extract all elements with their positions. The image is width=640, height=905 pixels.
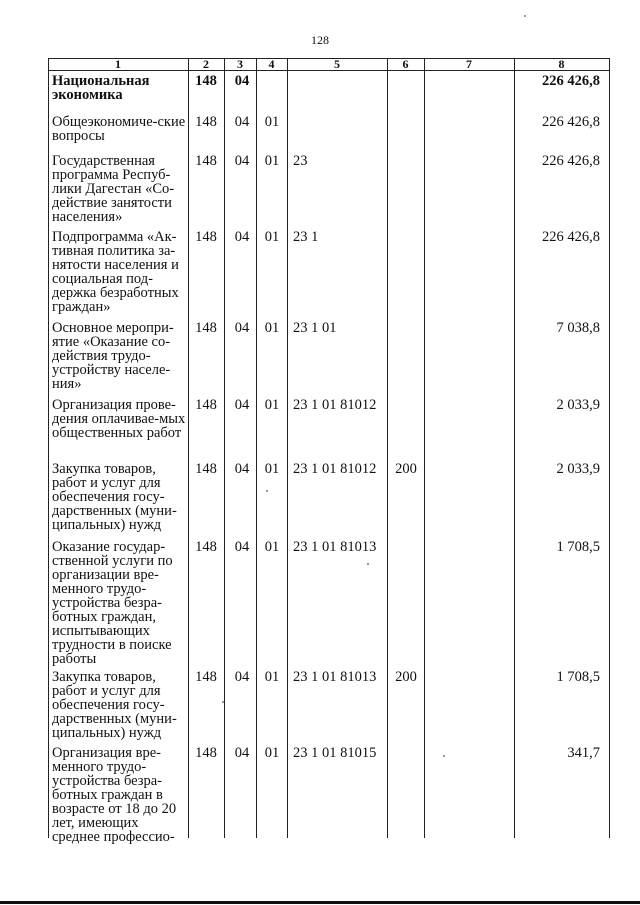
column-header-5: 5	[334, 57, 340, 71]
column-header-4: 4	[268, 57, 275, 71]
column-header-1: 1	[115, 57, 121, 71]
cell-col2: 148	[195, 539, 217, 555]
row-name: Национальная экономика	[52, 73, 150, 103]
column-divider	[224, 58, 225, 838]
column-header-7: 7	[466, 57, 472, 71]
row-name: Закупка товаров, работ и услуг для обеспечения госу-дарственных (муни-ципальных) нужд	[52, 461, 177, 533]
cell-col2: 148	[195, 669, 217, 685]
scan-speck	[524, 15, 526, 17]
cell-col3: 04	[234, 73, 250, 89]
cell-col4: 01	[264, 153, 280, 169]
cell-col5: 23	[293, 153, 308, 169]
cell-col2: 148	[195, 153, 217, 169]
row-name: Основное меропри-ятие «Оказание со-действия трудо-устройству населе-ния»	[52, 320, 174, 392]
cell-col3: 04	[234, 114, 250, 130]
column-divider	[188, 58, 189, 838]
cell-col5: 23 1 01 81012	[293, 461, 377, 477]
row-name: Оказание государ-ственной услуги по организации вре-менного трудо-устройства безра-ботных граждан, испытывающих трудности в поиске работы	[52, 539, 173, 667]
column-header-6: 6	[402, 57, 409, 71]
table-border-right	[609, 58, 610, 838]
cell-col8: 2 033,9	[556, 397, 600, 413]
row-name: Общеэкономиче-ские вопросы	[52, 114, 186, 144]
column-header-2: 2	[203, 57, 209, 71]
cell-col2: 148	[195, 114, 217, 130]
cell-col2: 148	[195, 229, 217, 245]
cell-col8: 1 708,5	[556, 669, 600, 685]
cell-col2: 148	[195, 397, 217, 413]
cell-col4: 01	[264, 320, 280, 336]
budget-table	[48, 57, 610, 845]
column-divider	[287, 58, 288, 838]
column-divider	[514, 58, 515, 838]
cell-col4: 01	[264, 745, 280, 761]
cell-col8: 7 038,8	[556, 320, 600, 336]
scan-speck	[222, 701, 224, 703]
cell-col2: 148	[195, 745, 217, 761]
cell-col4: 01	[264, 229, 280, 245]
cell-col8: 2 033,9	[556, 461, 600, 477]
cell-col8: 226 426,8	[542, 73, 600, 89]
column-header-3: 3	[237, 57, 243, 71]
cell-col3: 04	[234, 461, 250, 477]
cell-col6: 200	[395, 461, 417, 477]
scan-speck	[367, 563, 369, 565]
cell-col3: 04	[234, 397, 250, 413]
scan-speck	[443, 755, 445, 757]
cell-col3: 04	[234, 669, 250, 685]
column-divider	[424, 58, 425, 838]
cell-col8: 341,7	[567, 745, 600, 761]
column-divider	[387, 58, 388, 838]
cell-col3: 04	[234, 320, 250, 336]
cell-col3: 04	[234, 229, 250, 245]
cell-col8: 226 426,8	[542, 114, 600, 130]
cell-col3: 04	[234, 745, 250, 761]
scan-speck	[266, 490, 268, 492]
cell-col8: 1 708,5	[556, 539, 600, 555]
cell-col3: 04	[234, 539, 250, 555]
cell-col5: 23 1 01 81012	[293, 397, 377, 413]
page-bottom-edge	[0, 901, 640, 904]
cell-col3: 04	[234, 153, 250, 169]
cell-col5: 23 1 01 81015	[293, 745, 377, 761]
cell-col8: 226 426,8	[542, 153, 600, 169]
cell-col4: 01	[264, 397, 280, 413]
cell-col5: 23 1 01	[293, 320, 337, 336]
cell-col5: 23 1 01 81013	[293, 539, 377, 555]
cell-col6: 200	[395, 669, 417, 685]
header-divider	[48, 70, 610, 71]
cell-col4: 01	[264, 114, 280, 130]
row-name: Организация прове-дения оплачивае-мых общественных работ	[52, 397, 186, 441]
cell-col2: 148	[195, 461, 217, 477]
row-name: Закупка товаров, работ и услуг для обеспечения госу-дарственных (муни-ципальных) нужд	[52, 669, 177, 741]
cell-col5: 23 1	[293, 229, 319, 245]
column-divider	[256, 58, 257, 838]
row-name: Подпрограмма «Ак-тивная политика за-нятости населения и социальная под-держка безработных граждан»	[52, 229, 179, 315]
cell-col4: 01	[264, 669, 280, 685]
cell-col2: 148	[195, 320, 217, 336]
column-header-8: 8	[558, 57, 565, 71]
page-number: 128	[311, 33, 329, 47]
row-name: Организация вре-менного трудо-устройства безра-ботных граждан в возрасте от 18 до 20 лет, имеющих среднее профессио-	[52, 745, 177, 845]
cell-col2: 148	[195, 73, 217, 89]
cell-col5: 23 1 01 81013	[293, 669, 377, 685]
table-border-left	[48, 58, 49, 838]
cell-col8: 226 426,8	[542, 229, 600, 245]
cell-col4: 01	[264, 461, 280, 477]
cell-col4: 01	[264, 539, 280, 555]
row-name: Государственная программа Респуб-лики Дагестан «Со-действие занятости населения»	[52, 153, 175, 225]
